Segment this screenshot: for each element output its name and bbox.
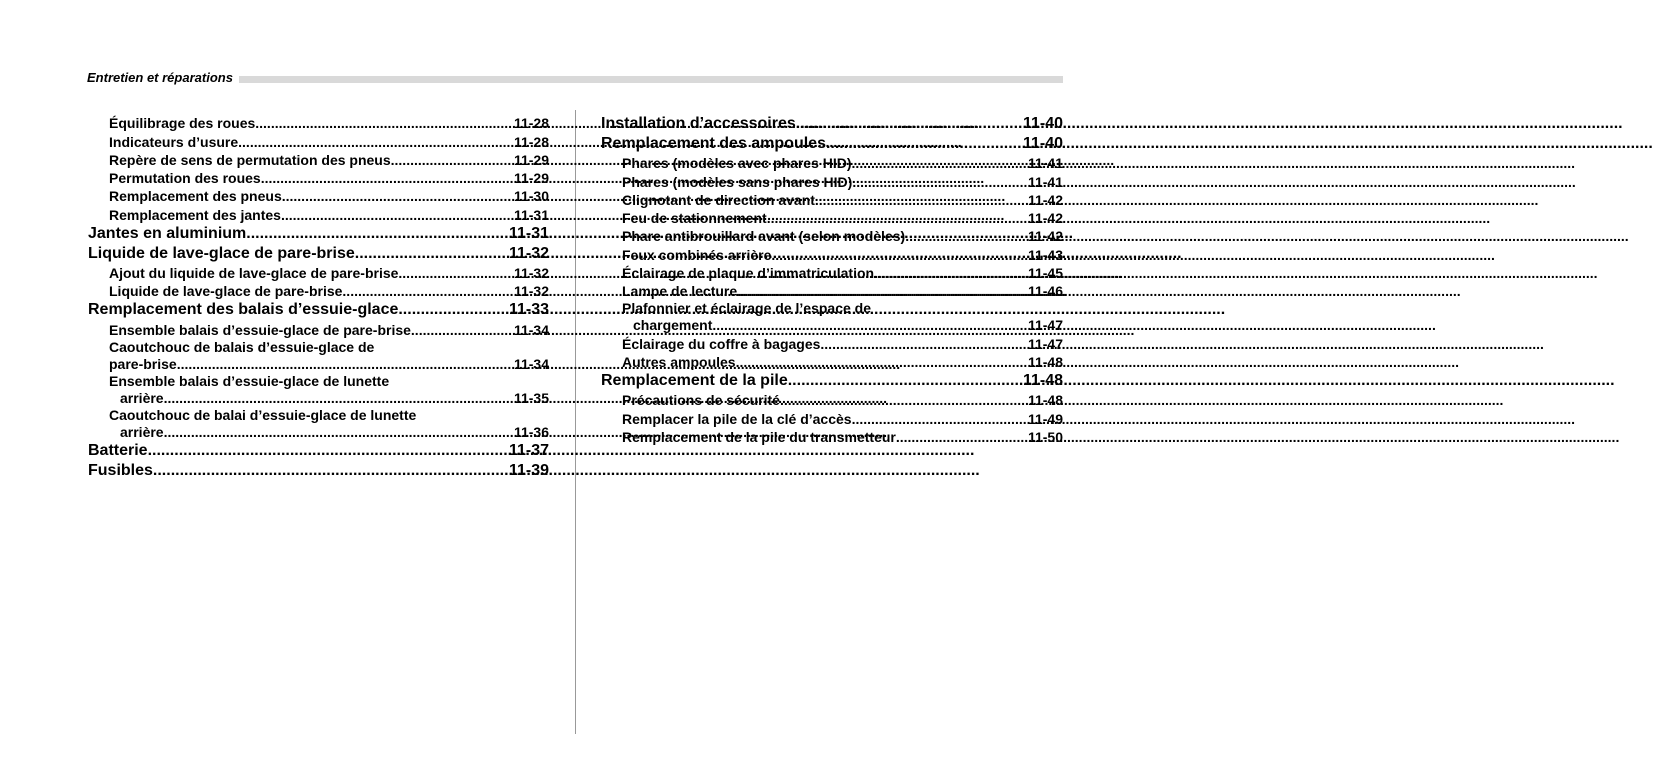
toc-entry[interactable]	[601, 245, 1063, 263]
toc-entry-continuation	[622, 316, 1063, 334]
toc-entry[interactable]	[601, 334, 1063, 352]
toc-entry[interactable]	[601, 353, 1063, 371]
toc-section-entry[interactable]	[88, 441, 549, 461]
toc-entry[interactable]	[601, 300, 1063, 334]
leader-dots	[852, 173, 1007, 191]
leader-dots	[177, 355, 493, 373]
toc-entry[interactable]	[601, 264, 1063, 282]
toc-entry-label: Batterie	[88, 441, 148, 459]
leader-dots	[896, 428, 1007, 446]
toc-page-number: 11-43	[1027, 246, 1063, 263]
toc-page-number: 11-41	[1027, 155, 1063, 172]
leader-dots	[826, 134, 1001, 154]
toc-page-number: 11-45	[1027, 265, 1063, 282]
toc-entry-continuation	[109, 355, 549, 373]
leader-dots	[788, 371, 1001, 391]
toc-section-entry[interactable]	[88, 244, 549, 264]
toc-entry-label: Ajout du liquide de lave-glace de pare-brise	[109, 265, 399, 282]
toc-entry[interactable]	[88, 187, 549, 205]
toc-entry[interactable]	[601, 428, 1063, 446]
toc-entry[interactable]	[88, 407, 549, 441]
toc-entry-label: Éclairage de plaque d’immatriculation	[622, 265, 875, 282]
toc-entry-label: Phares (modèles avec phares HID)	[622, 155, 852, 172]
leader-dots	[164, 423, 493, 441]
toc-entry-label: Liquide de lave-glace de pare-brise	[109, 283, 343, 300]
header-rule	[239, 76, 1063, 83]
toc-entry[interactable]	[88, 132, 549, 150]
toc-page-number: 11-29	[513, 151, 549, 168]
leader-dots	[905, 227, 1007, 245]
leader-dots	[852, 154, 1007, 172]
toc-entry-label: Fusibles	[88, 461, 153, 479]
toc-page-number: 11-29	[513, 170, 549, 187]
toc-entry[interactable]	[88, 151, 549, 169]
toc-entry-label: Équilibrage des roues	[109, 115, 256, 132]
toc-page-number: 11-32	[513, 265, 549, 282]
leader-dots	[355, 244, 487, 264]
toc-page-number: 11-46	[1027, 283, 1063, 300]
leader-dots	[261, 169, 493, 187]
toc-page-number: 11-47	[1027, 317, 1063, 334]
toc-entry-label-continued: pare-brise	[109, 355, 177, 372]
toc-entry-label: Remplacement de la pile du transmetteur	[622, 428, 896, 445]
toc-section-entry[interactable]	[88, 461, 549, 481]
toc-entry-label: Ensemble balais d’essuie-glace de pare-brise	[109, 321, 411, 338]
leader-dots	[780, 391, 1007, 409]
toc-entry[interactable]	[601, 227, 1063, 245]
toc-page-number: 11-33	[508, 301, 549, 319]
toc-page-number: 11-47	[1027, 335, 1063, 352]
toc-entry-label-continued: arrière	[120, 389, 164, 406]
toc-entry[interactable]	[88, 339, 549, 373]
toc-entry-label: Feux combinés arrière	[622, 246, 772, 263]
leader-dots	[282, 187, 493, 205]
leader-dots	[712, 316, 1007, 334]
toc-entry-label: Remplacement de la pile	[601, 371, 788, 389]
toc-page-number: 11-42	[1027, 191, 1063, 208]
toc-page-number: 11-34	[513, 321, 549, 338]
toc-page-number: 11-32	[508, 244, 549, 262]
toc-entry-label: Remplacer la pile de la clé d’accès	[622, 410, 852, 427]
toc-page-number: 11-35	[513, 389, 549, 406]
toc-section-entry[interactable]	[601, 371, 1063, 391]
toc-entry-label: Clignotant de direction avant	[622, 191, 815, 208]
toc-entry-continuation	[109, 389, 549, 407]
leader-dots	[737, 282, 1007, 300]
toc-entry[interactable]	[88, 114, 549, 132]
toc-entry-label-continued: chargement	[633, 317, 713, 334]
toc-page-number: 11-28	[513, 115, 549, 132]
toc-entry-label: Remplacement des jantes	[109, 206, 281, 223]
toc-section-entry[interactable]	[601, 114, 1063, 134]
toc-page-number: 11-48	[1027, 392, 1063, 409]
toc-page-number: 11-39	[508, 461, 549, 479]
toc-entry-label: Lampe de lecture	[622, 283, 738, 300]
toc-entry-label: Indicateurs d’usure	[109, 133, 239, 150]
leader-dots	[852, 410, 1007, 428]
toc-entry-label-continued: arrière	[120, 423, 164, 440]
toc-entry-label: Jantes en aluminium	[88, 224, 247, 242]
toc-entry[interactable]	[88, 205, 549, 223]
leader-dots	[281, 206, 493, 224]
leader-dots	[411, 321, 493, 339]
toc-entry-continuation	[109, 423, 549, 441]
toc-entry[interactable]	[88, 169, 549, 187]
toc-section-entry[interactable]	[88, 300, 549, 320]
toc-page-number: 11-50	[1027, 428, 1063, 445]
toc-entry-label: Caoutchouc de balai d’essuie-glace de lunette	[109, 406, 417, 423]
toc-entry[interactable]	[601, 409, 1063, 427]
toc-entry-label: Ensemble balais d’essuie-glace de lunette	[109, 372, 390, 389]
leader-dots	[255, 114, 493, 132]
toc-entry[interactable]	[88, 282, 549, 300]
toc-page-number: 11-37	[508, 441, 549, 459]
leader-dots	[398, 300, 487, 320]
toc-page-number: 11-40	[1022, 115, 1063, 132]
toc-entry-label: Plafonnier et éclairage de l’espace de	[622, 300, 871, 317]
toc-entry-label: Repère de sens de permutation des pneus	[109, 151, 391, 168]
toc-entry-label: Installation d’accessoires	[601, 115, 796, 132]
leader-dots	[391, 151, 493, 169]
toc-page-number: 11-34	[513, 355, 549, 372]
toc-entry-label: Remplacement des pneus	[109, 188, 282, 205]
toc-page-number: 11-31	[513, 206, 549, 223]
toc-entry[interactable]	[601, 172, 1063, 190]
toc-section-entry[interactable]	[88, 224, 549, 244]
leader-dots	[164, 389, 493, 407]
toc-page-number: 11-48	[1022, 371, 1063, 389]
toc-page-number: 11-48	[1027, 353, 1063, 370]
toc-entry-label: Feu de stationnement	[622, 210, 767, 227]
toc-page-number: 11-42	[1027, 210, 1063, 227]
toc-entry-label: Remplacement des ampoules	[601, 135, 826, 152]
toc-entry-label: Permutation des roues	[109, 170, 261, 187]
leader-dots	[820, 335, 1007, 353]
toc-entry-label: Caoutchouc de balais d’essuie-glace de	[109, 338, 375, 355]
toc-entry[interactable]	[88, 264, 549, 282]
section-title: Entretien et réparations	[87, 70, 233, 85]
toc-page-number: 11-32	[513, 283, 549, 300]
toc-entry[interactable]	[601, 391, 1063, 409]
leader-dots	[148, 441, 487, 461]
toc-page-number: 11-40	[1022, 135, 1063, 152]
toc-right-column	[601, 114, 1063, 446]
toc-page-number: 11-28	[513, 133, 549, 150]
toc-page-number: 11-31	[508, 224, 549, 242]
toc-entry-label: Phare antibrouillard avant (selon modèles)	[622, 228, 906, 245]
toc-page-number: 11-41	[1027, 173, 1063, 190]
leader-dots	[771, 246, 1007, 264]
toc-entry-label: Liquide de lave-glace de pare-brise	[88, 244, 355, 262]
toc-page-number: 11-30	[513, 188, 549, 205]
toc-section-entry[interactable]	[601, 134, 1063, 154]
toc-left-column	[88, 114, 549, 481]
leader-dots	[398, 264, 493, 282]
toc-entry[interactable]	[601, 209, 1063, 227]
toc-page-number: 11-49	[1027, 410, 1063, 427]
leader-dots	[767, 209, 1007, 227]
leader-dots	[736, 353, 1007, 371]
leader-dots	[815, 191, 1007, 209]
toc-entry-label: Éclairage du coffre à bagages	[622, 335, 821, 352]
leader-dots	[796, 114, 1001, 134]
leader-dots	[874, 264, 1007, 282]
toc-entry[interactable]	[601, 154, 1063, 172]
leader-dots	[342, 282, 493, 300]
toc-page-number: 11-36	[513, 423, 549, 440]
toc-entry-label: Autres ampoules	[622, 353, 736, 370]
toc-entry-label: Phares (modèles sans phares HID)	[622, 173, 853, 190]
toc-entry-label: Précautions de sécurité	[622, 392, 780, 409]
leader-dots	[246, 224, 487, 244]
leader-dots	[153, 461, 487, 481]
toc-entry[interactable]	[601, 191, 1063, 209]
page-header	[87, 70, 1063, 86]
toc-entry-label: Remplacement des balais d’essuie-glace	[88, 301, 399, 319]
toc-entry[interactable]	[88, 320, 549, 338]
toc-page-number: 11-42	[1027, 228, 1063, 245]
toc-entry[interactable]	[88, 373, 549, 407]
leader-dots	[238, 133, 493, 151]
toc-entry[interactable]	[601, 282, 1063, 300]
